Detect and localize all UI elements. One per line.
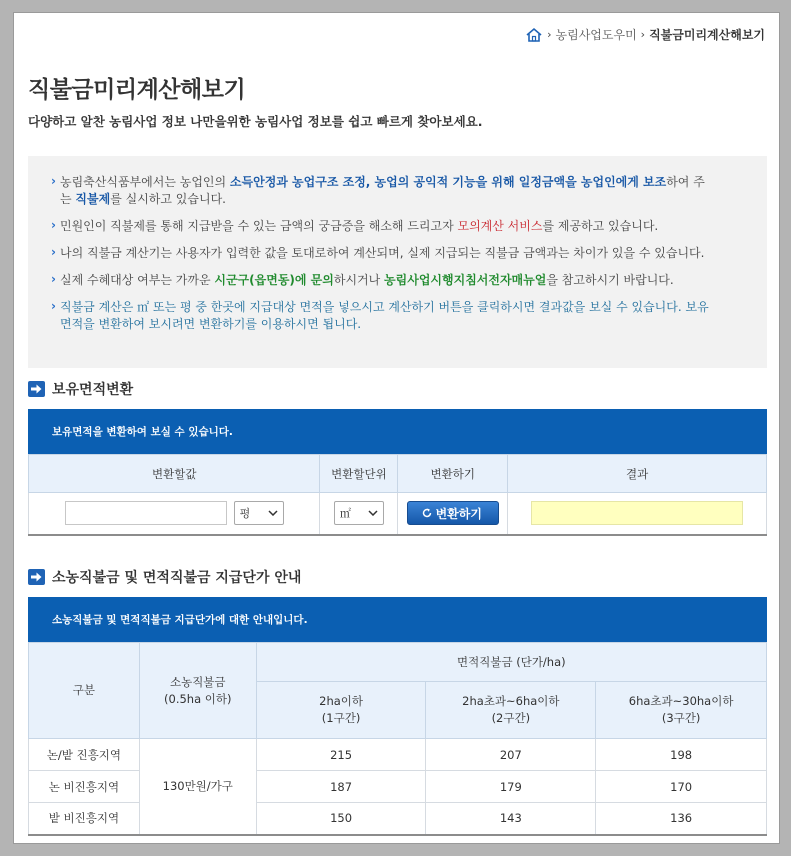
home-icon[interactable] xyxy=(525,27,543,43)
info-item-3: › 나의 직불금 계산기는 사용자가 입력한 값을 토대로하여 계산되며, 실제 지급되는 직불금 금액과는 차이가 있을 수 있습니다. xyxy=(52,245,747,262)
header-unit: 변환할단위 xyxy=(320,455,398,493)
price-bar: 소농직불금 및 면적직불금 지급단가에 대한 안내입니다. xyxy=(28,597,767,642)
tier-1-value: 150 xyxy=(256,803,426,835)
info-item-5: › 직불금 계산은 ㎡ 또는 평 중 한곳에 지급대상 면적을 넣으시고 계산하기 버튼을 클릭하시면 결과값을 보실 수 있습니다. 보유 면적을 변환하여 보시려면 변환하기를 이용하시면 됩니다. xyxy=(52,299,747,333)
chevron-right-icon: › xyxy=(640,28,646,41)
header-area: 면적직불금 (단가/ha) xyxy=(256,643,766,682)
tier-3-value: 198 xyxy=(596,739,767,771)
conversion-section-title: 보유면적변환 xyxy=(28,379,133,399)
row-label: 논 비진흥지역 xyxy=(29,771,140,803)
table-row xyxy=(29,739,767,771)
info-item-2: › 민원인이 직불제를 통해 지급받을 수 있는 금액의 궁금증을 해소해 드리고자 모의계산 서비스를 제공하고 있습니다. xyxy=(52,218,747,235)
breadcrumb xyxy=(525,26,765,43)
result-cell xyxy=(508,493,767,535)
convert-button[interactable]: 변환하기 xyxy=(407,501,499,525)
chevron-down-icon xyxy=(268,510,278,516)
price-table xyxy=(28,642,767,836)
refresh-icon xyxy=(422,508,432,518)
conversion-bar: 보유면적을 변환하여 보실 수 있습니다. xyxy=(28,409,767,454)
header-tier-2: 2ha초과~6ha이하 (2구간) xyxy=(426,682,596,739)
header-category: 구분 xyxy=(29,643,140,739)
header-action: 변환하기 xyxy=(398,455,508,493)
page-title: 직불금미리계산해보기 xyxy=(28,77,246,103)
info-item-4: › 실제 수혜대상 여부는 가까운 시군구(읍면동)에 문의하시거나 농림사업시행지침서전자매뉴얼을 참고하시기 바랍니다. xyxy=(52,272,747,289)
from-unit-select[interactable]: 평 xyxy=(234,501,284,525)
value-cell xyxy=(29,493,320,535)
arrow-right-icon xyxy=(28,569,45,585)
breadcrumb-parent[interactable]: 농림사업도우미 xyxy=(555,28,637,42)
page-frame xyxy=(13,12,780,844)
convert-value-input[interactable] xyxy=(65,501,227,525)
header-value: 변환할값 xyxy=(29,455,320,493)
unit-cell xyxy=(320,493,398,535)
small-farm-value: 130만원/가구 xyxy=(139,739,256,835)
table-row xyxy=(29,771,767,803)
breadcrumb-current: 직불금미리계산해보기 xyxy=(649,28,765,42)
table-row xyxy=(29,803,767,835)
chevron-down-icon xyxy=(368,510,378,516)
tier-2-value: 143 xyxy=(426,803,596,835)
tier-1-value: 215 xyxy=(256,739,426,771)
row-label: 밭 비진흥지역 xyxy=(29,803,140,835)
tier-3-value: 170 xyxy=(596,771,767,803)
tier-2-value: 179 xyxy=(426,771,596,803)
header-small-farm: 소농직불금 (0.5ha 이하) xyxy=(139,643,256,739)
info-box xyxy=(28,156,767,368)
price-section-title: 소농직불금 및 면적직불금 지급단가 안내 xyxy=(28,567,301,587)
tier-3-value: 136 xyxy=(596,803,767,835)
result-field xyxy=(531,501,743,525)
header-tier-1: 2ha이하 (1구간) xyxy=(256,682,426,739)
tier-2-value: 207 xyxy=(426,739,596,771)
chevron-right-icon: › xyxy=(547,28,552,41)
to-unit-select[interactable]: ㎡ xyxy=(334,501,384,525)
arrow-right-icon xyxy=(28,381,45,397)
conversion-table xyxy=(28,454,767,536)
action-cell xyxy=(398,493,508,535)
header-result: 결과 xyxy=(508,455,767,493)
row-label: 논/밭 진흥지역 xyxy=(29,739,140,771)
tier-1-value: 187 xyxy=(256,771,426,803)
info-item-1: › 농림축산식품부에서는 농업인의 소득안정과 농업구조 조정, 농업의 공익적 기능을 위해 일정금액을 농업인에게 보조하여 주 는 직불제를 실시하고 있습니다. xyxy=(52,174,747,208)
page-subtitle: 다양하고 알찬 농림사업 정보 나만을위한 농림사업 정보를 쉽고 빠르게 찾아보세요. xyxy=(28,114,483,129)
header-tier-3: 6ha초과~30ha이하 (3구간) xyxy=(596,682,767,739)
